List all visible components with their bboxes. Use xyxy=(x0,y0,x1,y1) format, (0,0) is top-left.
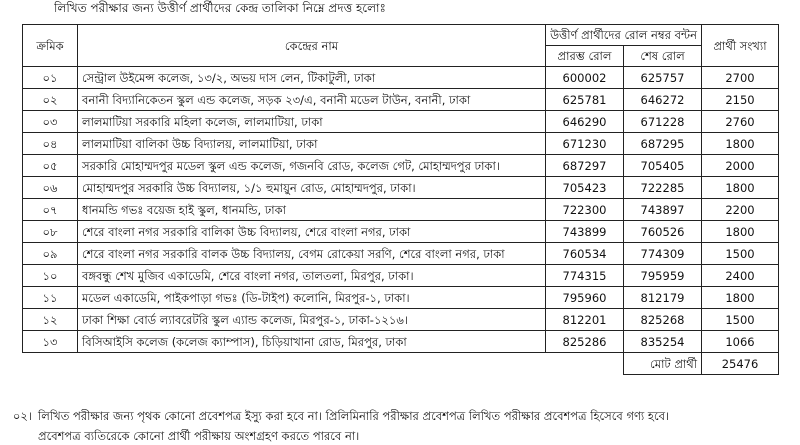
row-candidate-count: 1800 xyxy=(702,177,779,199)
row-end-roll: 722285 xyxy=(624,177,702,199)
table-row xyxy=(23,89,779,111)
header-roll-distribution: উত্তীর্ণ প্রার্থীদের রোল নম্বর বন্টন xyxy=(546,25,702,46)
intro-text: লিখিত পরীক্ষার জন্য উত্তীর্ণ প্রার্থীদের কেন্দ্র তালিকা নিম্নে প্রদত্ত হলোঃ xyxy=(54,1,386,15)
row-serial: ০৭ xyxy=(23,199,78,221)
header-start-roll: প্রারম্ভ রোল xyxy=(546,46,624,67)
row-candidate-count: 1500 xyxy=(702,309,779,331)
row-serial: ১০ xyxy=(23,265,78,287)
table-row xyxy=(23,221,779,243)
row-center-name: শেরে বাংলা নগর সরকারি বালিকা উচ্চ বিদ্যালয়, শেরে বাংলা নগর, ঢাকা xyxy=(78,221,546,243)
header-candidate-count: প্রার্থী সংখ্যা xyxy=(702,25,779,67)
table-row xyxy=(23,243,779,265)
table-row xyxy=(23,133,779,155)
row-start-roll: 795960 xyxy=(546,287,624,309)
exam-centers-table xyxy=(22,24,779,375)
row-end-roll: 760526 xyxy=(624,221,702,243)
table-row xyxy=(23,155,779,177)
row-center-name: বিসিআইসি কলেজ (কলেজ ক্যাম্পাস), চিড়িয়াখানা রোড, মিরপুর, ঢাকা xyxy=(78,331,546,353)
row-start-roll: 625781 xyxy=(546,89,624,111)
row-candidate-count: 2150 xyxy=(702,89,779,111)
row-start-roll: 687297 xyxy=(546,155,624,177)
note-line-1 xyxy=(0,408,800,424)
row-center-name: ধানমন্ডি গভঃ বয়েজ হাই স্কুল, ধানমন্ডি, ঢাকা xyxy=(78,199,546,221)
row-end-roll: 646272 xyxy=(624,89,702,111)
row-start-roll: 812201 xyxy=(546,309,624,331)
row-center-name: বনানী বিদ্যানিকেতন স্কুল এন্ড কলেজ, সড়ক ২৩/এ, বনানী মডেল টাউন, বনানী, ঢাকা xyxy=(78,89,546,111)
note-text: লিখিত পরীক্ষার জন্য পৃথক কোনো প্রবেশপত্র ইস্যু করা হবে না। প্রিলিমিনারি পরীক্ষার প্রবেশপত্র লিখিত পরীক্ষার প্রবেশপত্র হিসেবে গণ্য হবে। xyxy=(38,409,670,423)
row-serial: ০৬ xyxy=(23,177,78,199)
row-center-name: বঙ্গবন্ধু শেখ মুজিব একাডেমি, শেরে বাংলা নগর, তালতলা, মিরপুর, ঢাকা। xyxy=(78,265,546,287)
row-serial: ০৫ xyxy=(23,155,78,177)
row-end-roll: 795959 xyxy=(624,265,702,287)
row-center-name: মোহাম্মদপুর সরকারি উচ্চ বিদ্যালয়, ১/১ হুমায়ুন রোড, মোহাম্মদপুর, ঢাকা। xyxy=(78,177,546,199)
row-candidate-count: 1800 xyxy=(702,287,779,309)
note-text: প্রবেশপত্র ব্যতিরেকে কোনো প্রার্থী পরীক্ষায় অংশগ্রহণ করতে পারবে না। xyxy=(38,429,360,443)
row-start-roll: 600002 xyxy=(546,67,624,89)
row-end-roll: 625757 xyxy=(624,67,702,89)
row-serial: ১৩ xyxy=(23,331,78,353)
row-end-roll: 812179 xyxy=(624,287,702,309)
table-row xyxy=(23,67,779,89)
table-row xyxy=(23,111,779,133)
row-serial: ১২ xyxy=(23,309,78,331)
row-candidate-count: 1800 xyxy=(702,221,779,243)
row-candidate-count: 1800 xyxy=(702,133,779,155)
row-center-name: সরকারি মোহাম্মদপুর মডেল স্কুল এন্ড কলেজ, গজনবি রোড, কলেজ গেট, মোহাম্মদপুর ঢাকা। xyxy=(78,155,546,177)
row-end-roll: 774309 xyxy=(624,243,702,265)
header-center-name: কেন্দ্রের নাম xyxy=(78,25,546,67)
row-start-roll: 760534 xyxy=(546,243,624,265)
table-row xyxy=(23,199,779,221)
row-candidate-count: 1066 xyxy=(702,331,779,353)
row-end-roll: 825268 xyxy=(624,309,702,331)
total-spacer xyxy=(23,353,624,375)
total-row xyxy=(23,353,779,375)
table-row xyxy=(23,331,779,353)
row-candidate-count: 2200 xyxy=(702,199,779,221)
row-end-roll: 671228 xyxy=(624,111,702,133)
row-serial: ০১ xyxy=(23,67,78,89)
table-body xyxy=(23,67,779,353)
header-serial: ক্রমিক xyxy=(23,25,78,67)
table-row xyxy=(23,177,779,199)
header-end-roll: শেষ রোল xyxy=(624,46,702,67)
table-row xyxy=(23,309,779,331)
row-center-name: শেরে বাংলা নগর সরকারি বালক উচ্চ বিদ্যালয়, বেগম রোকেয়া সরণি, শেরে বাংলা নগর, ঢাকা xyxy=(78,243,546,265)
row-start-roll: 825286 xyxy=(546,331,624,353)
row-serial: ০২ xyxy=(23,89,78,111)
row-candidate-count: 2700 xyxy=(702,67,779,89)
row-candidate-count: 1500 xyxy=(702,243,779,265)
row-serial: ১১ xyxy=(23,287,78,309)
row-candidate-count: 2760 xyxy=(702,111,779,133)
note-line-2 xyxy=(0,428,800,444)
row-center-name: লালমাটিয়া বালিকা উচ্চ বিদ্যালয়, লালমাটিয়া, ঢাকা xyxy=(78,133,546,155)
row-serial: ০৮ xyxy=(23,221,78,243)
table-row xyxy=(23,287,779,309)
row-end-roll: 835254 xyxy=(624,331,702,353)
row-end-roll: 743897 xyxy=(624,199,702,221)
row-serial: ০৪ xyxy=(23,133,78,155)
total-value: 25476 xyxy=(702,353,779,375)
header-row xyxy=(23,25,779,46)
row-serial: ০৯ xyxy=(23,243,78,265)
row-end-roll: 687295 xyxy=(624,133,702,155)
row-serial: ০৩ xyxy=(23,111,78,133)
row-candidate-count: 2000 xyxy=(702,155,779,177)
row-start-roll: 774315 xyxy=(546,265,624,287)
row-center-name: ঢাকা শিক্ষা বোর্ড ল্যাবরেটরি স্কুল এ্যান্ড কলেজ, মিরপুর-১, ঢাকা-১২১৬। xyxy=(78,309,546,331)
table-row xyxy=(23,265,779,287)
row-start-roll: 705423 xyxy=(546,177,624,199)
row-candidate-count: 2400 xyxy=(702,265,779,287)
note-number: ০২। xyxy=(12,409,32,423)
row-center-name: লালমাটিয়া সরকারি মহিলা কলেজ, লালমাটিয়া, ঢাকা xyxy=(78,111,546,133)
row-start-roll: 646290 xyxy=(546,111,624,133)
row-start-roll: 722300 xyxy=(546,199,624,221)
row-center-name: মডেল একাডেমি, পাইকপাড়া গভঃ (ডি-টাইপ) কলোনি, মিরপুর-১, ঢাকা। xyxy=(78,287,546,309)
row-end-roll: 705405 xyxy=(624,155,702,177)
row-start-roll: 671230 xyxy=(546,133,624,155)
row-start-roll: 743899 xyxy=(546,221,624,243)
total-label: মোট প্রার্থী xyxy=(624,353,702,375)
row-center-name: সেন্ট্রাল উইমেন্স কলেজ, ১৩/২, অভয় দাস লেন, টিকাটুলী, ঢাকা xyxy=(78,67,546,89)
